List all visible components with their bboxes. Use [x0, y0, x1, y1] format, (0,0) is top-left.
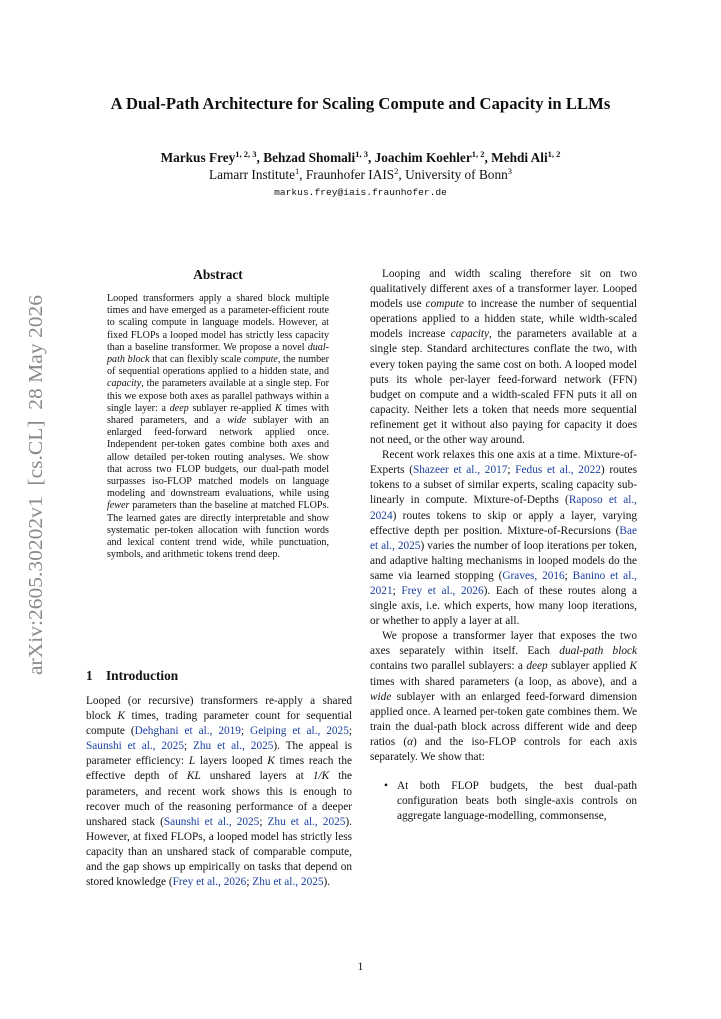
abstract-text: sublayer re-applied [188, 402, 276, 414]
body-text: ) routes tokens to a subset of similar experts, scaling capacity sub-linearly in compute. Mixture-of-Depths ( [370, 464, 637, 507]
arxiv-stamp-text: arXiv:2605.30202v1 [cs.CL] 28 May 2026 [26, 330, 47, 675]
body-text: We propose a transformer layer that exposes the two axes separately within itself. Each [370, 630, 637, 658]
author-name: Mehdi Ali [491, 150, 548, 165]
paper-title: A Dual-Path Architecture for Scaling Compute and Capacity in LLMs [110, 94, 611, 113]
author-name: Joachim Koehler [374, 150, 472, 165]
abstract-text: , the parameters available at a single step. For this we expose both axes as parallel pathways within a single layer: a [107, 378, 329, 414]
math-symbol: L [188, 755, 196, 768]
body-text: times reach the effective depth of [86, 755, 352, 783]
abstract-emphasis: fewer [107, 500, 130, 512]
body-text: , the parameters available at a single step. Standard architectures conflate the two, with every token paying the same cost on both. A looped model puts its whole per-layer feed-forward network (FFN) budget on compute and a width-scaled FFN puts it all on capacity. Neither lets a token that needs more sequential refinement get it without also paying for capacity it does not need, or the other way around. [370, 328, 637, 447]
body-text: ) and the iso-FLOP controls for each axis separately. We show that: [370, 735, 637, 763]
body-text: ). The appeal is parameter efficiency: [86, 740, 352, 768]
emphasis-text: deep [526, 660, 548, 673]
citation-link[interactable]: Frey et al., 2026 [401, 584, 484, 597]
math-symbol: K [117, 710, 126, 723]
citation-link[interactable]: Saunshi et al., 2025 [86, 740, 184, 753]
body-text: the parameters, and recent work shows this is enough to recover much of the reasoning performance of a deeper unshared stack ( [86, 770, 352, 828]
citation-link[interactable]: Zhu et al., 2025 [267, 815, 346, 828]
citation-link[interactable]: Dehghani et al., 2019 [134, 725, 241, 738]
emphasis-text: wide [370, 690, 392, 703]
bullet-symbol: • [384, 780, 388, 793]
citation-separator: ; [259, 815, 268, 828]
section-title: Introduction [106, 668, 179, 683]
affiliation-name: University of Bonn [405, 167, 508, 182]
body-text: ). However, at fixed FLOPs, a looped model has strictly less capacity than an unshared stack of comparable compute, and the gap shows up empirically on tasks that depend on stored knowledge ( [86, 815, 352, 889]
body-text: ). [323, 876, 331, 889]
math-symbol: K [267, 755, 275, 768]
body-text: Looped (or recursive) transformers re-apply a shared block [86, 695, 352, 723]
citation-link[interactable]: Fedus et al., 2022 [515, 464, 601, 477]
abstract-text: parameters than the baseline at matched FLOPs. The learned gates are directly interpretable and show systematic per-token allocation with function words and lexical content trend wide, while punctuation, symbols, and arithmetic tokens trend deep. [107, 500, 329, 561]
citation-separator: ; [392, 584, 402, 597]
affiliation-number: 3 [507, 166, 513, 176]
body-text: times with shared parameters (a loop, as above), and a [370, 675, 637, 688]
citation-link[interactable]: Graves, 2016 [502, 569, 565, 582]
affiliation-name: Lamarr Institute [208, 167, 295, 182]
citation-link[interactable]: Zhu et al., 2025 [193, 740, 274, 753]
right-column [370, 267, 637, 824]
math-symbol: 1/K [312, 770, 330, 783]
citation-separator: ; [564, 569, 573, 582]
citation-link[interactable]: Raposo et al., 2024 [370, 494, 638, 522]
body-text: Recent work relaxes this one axis at a time. Mixture-of-Experts ( [370, 449, 637, 477]
bullet-text: At both FLOP budgets, the best dual-path configuration beats both single-axis controls on aggregate language-modelling, commonsense, [397, 780, 637, 823]
abstract-heading: Abstract [193, 267, 243, 282]
citation-link[interactable]: Geiping et al., 2025 [250, 725, 349, 738]
body-text: unshared layers at [200, 770, 313, 783]
body-text: sublayer applied [547, 660, 630, 673]
body-text: contains two parallel sublayers: a [370, 660, 527, 673]
citation-separator: ; [246, 876, 253, 889]
abstract-text: , the number of sequential operations applied to a hidden state, and [107, 354, 330, 378]
math-symbol: α [407, 735, 414, 748]
affiliation-number: 2 [394, 166, 399, 176]
body-paragraph [370, 448, 637, 629]
body-text: layers looped [195, 755, 268, 768]
citation-link[interactable]: Frey et al., 2026 [172, 876, 247, 889]
citation-separator: ; [507, 464, 516, 477]
abstract-emphasis: compute [243, 354, 278, 366]
section-heading-introduction [86, 668, 356, 684]
body-text: ) varies the number of loop iterations per token, and adaptive halting mechanisms in looped models do the same via learned stopping ( [370, 539, 637, 582]
abstract-text: times with shared parameters, and a [107, 402, 329, 427]
body-text: to increase the number of sequential operations applied to a hidden state, while width-scaled models increase [370, 298, 637, 341]
citation-link[interactable]: Zhu et al., 2025 [252, 876, 324, 889]
citation-separator: ; [183, 740, 193, 753]
abstract-emphasis: capacity [107, 378, 142, 390]
arxiv-side-stamp [12, 295, 52, 675]
body-text: times, trading parameter count for sequential compute ( [86, 710, 352, 738]
citation-separator: ; [240, 725, 251, 738]
emphasis-text: capacity [450, 328, 490, 341]
citation-link[interactable]: Bae et al., 2025 [370, 524, 637, 552]
math-symbol: K [275, 402, 282, 414]
author-list: Markus Frey$^{1, 2, 3}$, Behzad Shomali$^{1, 3}$, Joachim Koehler$^{1, 2}$, Mehdi Ali$^{1, 2}$ [160, 149, 561, 165]
abstract-emphasis: wide [227, 415, 247, 427]
body-text: ) routes tokens to skip or apply a layer, varying effective depth per position. Mixture-of-Recursions ( [370, 509, 637, 537]
author-affiliation-marks: 1, 2 [547, 149, 561, 159]
body-text: sublayer with an enlarged feed-forward dimension applied once. A learned per-token gate combines them. We train the dual-path block across different wide and deep ratios ( [370, 690, 637, 748]
author-name: Markus Frey [160, 150, 236, 165]
math-symbol: KL [186, 770, 201, 783]
body-paragraph [370, 629, 637, 765]
abstract-emphasis: dual-path block [107, 341, 329, 366]
affiliation-name: Fraunhofer IAIS [305, 167, 395, 182]
body-paragraph [370, 267, 637, 448]
abstract-body [107, 293, 329, 561]
emphasis-text: dual-path block [559, 645, 638, 658]
author-affiliation-marks: 1, 2, 3 [235, 149, 257, 159]
citation-link[interactable]: Banino et al., 2021 [370, 569, 637, 597]
citation-separator: ; [348, 725, 352, 738]
affiliation-list: Lamarr Institute$^1$, Fraunhofer IAIS$^2$, University of Bonn$^3$ [208, 166, 513, 182]
affiliation-number: 1 [295, 166, 300, 176]
abstract-text: sublayer with an enlarged feed-forward network applied once. Independent per-token gates combine both axes and allow detailed per-token routing analyses. We show that across two FLOP budgets, our dual-path model surpasses iso-FLOP matched models on language modeling and downstream evaluations, while using [107, 415, 329, 500]
emphasis-text: compute [425, 298, 464, 311]
author-email: markus.frey@iais.fraunhofer.de [274, 187, 447, 198]
citation-link[interactable]: Saunshi et al., 2025 [163, 815, 260, 828]
citation-link[interactable]: Shazeer et al., 2017 [412, 464, 508, 477]
author-affiliation-marks: 1, 3 [355, 149, 368, 159]
math-symbol: K [629, 660, 637, 673]
body-text: Looping and width scaling therefore sit on two qualitatively different axes of a transformer layer. Looped models use [370, 268, 637, 311]
intro-paragraph [86, 694, 352, 890]
section-number: 1 [86, 668, 93, 683]
abstract-emphasis: deep [169, 402, 189, 414]
page-number: 1 [357, 961, 364, 973]
abstract-text: Looped transformers apply a shared block multiple times and have emerged as a parameter-efficient route to scaling compute in language models. However, at fixed FLOPs a looped model has strictly less capacity than a baseline transformer. We propose a novel [107, 293, 329, 353]
author-affiliation-marks: 1, 2 [471, 149, 485, 159]
body-text: ). Each of these routes along a single axis, i.e. which experts, how many loop iterations, or whether to apply a layer at all. [370, 584, 637, 628]
abstract-text: that can flexibly scale [149, 354, 244, 366]
bullet-list-item [370, 779, 637, 824]
author-name: Behzad Shomali [263, 150, 356, 165]
